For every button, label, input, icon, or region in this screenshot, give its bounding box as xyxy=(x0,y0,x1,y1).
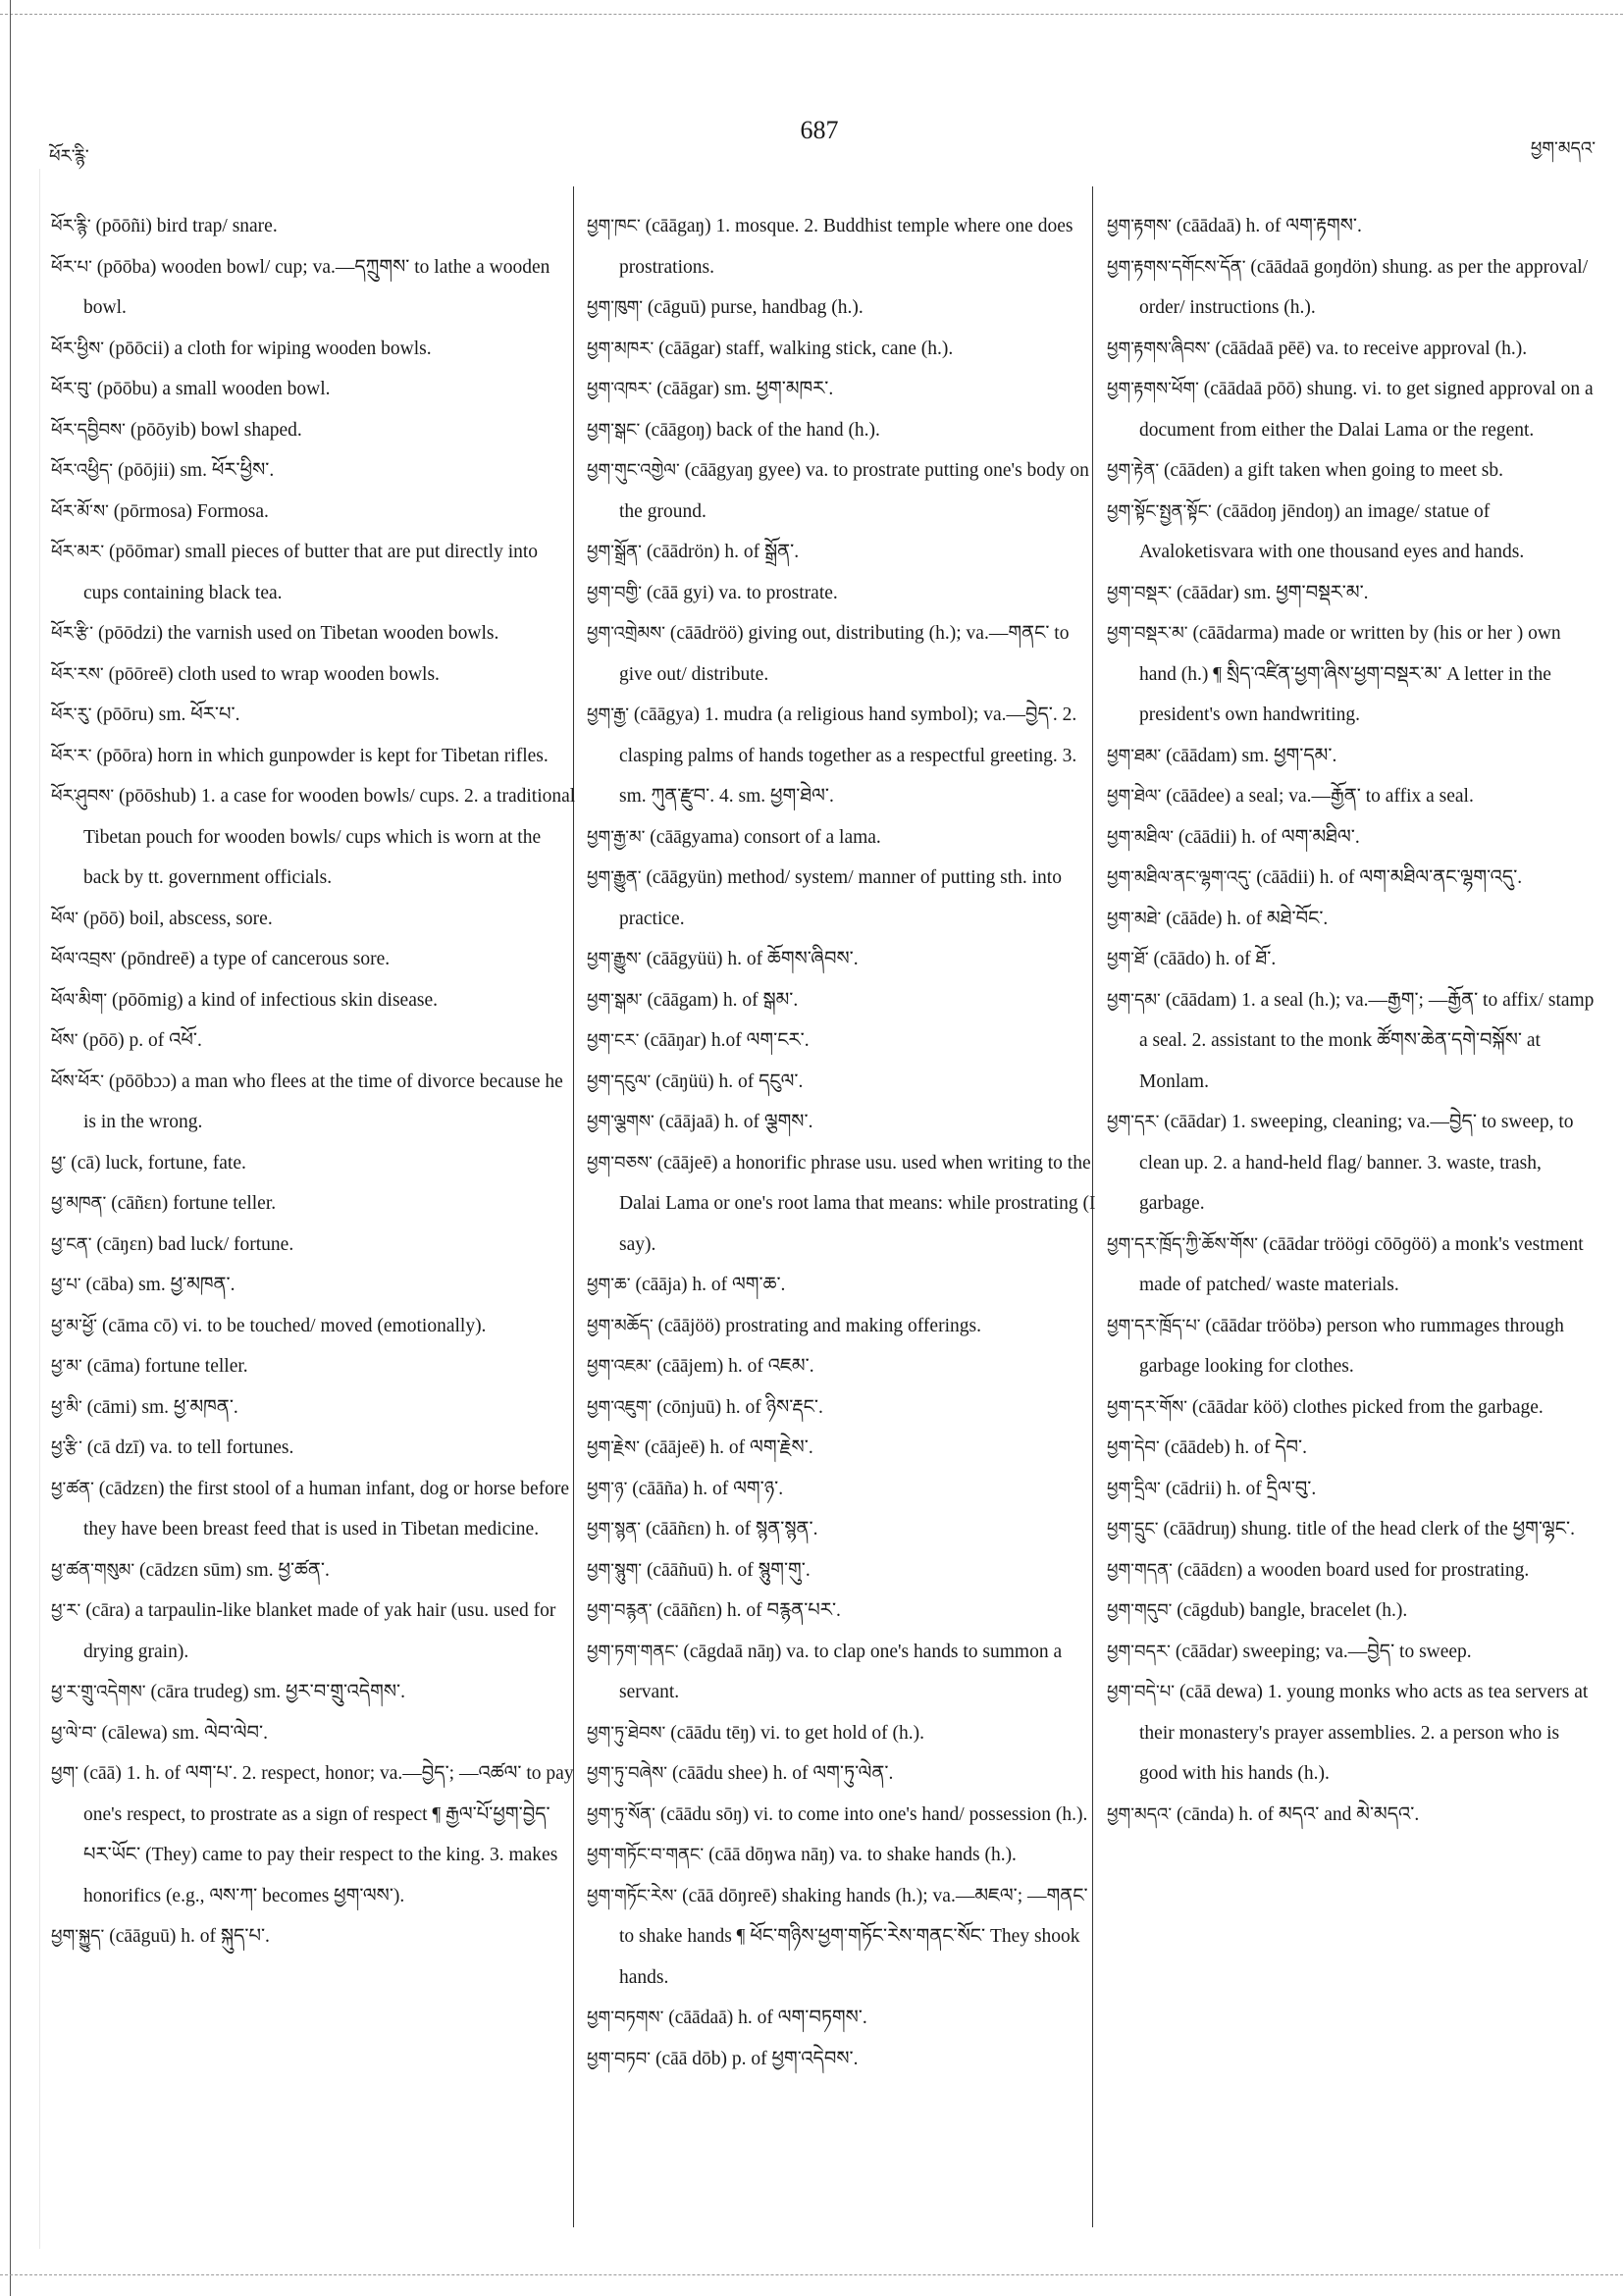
dictionary-entry xyxy=(587,613,1097,695)
entry-definition: (pōōjii) sm. ཕོར་ཕྱིས་. xyxy=(113,460,275,481)
entry-definition: (cāādu tēŋ) vi. to get hold of (h.). xyxy=(665,1722,924,1744)
entry-definition: (pōō) p. of འཕོ་. xyxy=(78,1030,202,1051)
entry-headword: ཕྱག་བཏབ་ xyxy=(587,2048,652,2069)
entry-headword: ཕོར་ཤུབས་ xyxy=(51,786,115,807)
entry-definition: (cāājem) h. of འཇམ་. xyxy=(652,1356,814,1377)
entry-headword: ཕྱག་མཐེ་ xyxy=(1107,908,1162,929)
dictionary-entry xyxy=(1107,1428,1597,1469)
entry-definition: (cāāden) a gift taken when going to meet sb. xyxy=(1159,460,1503,481)
dictionary-entry xyxy=(1107,573,1597,614)
entry-headword: ཕྱག་དྲིལ་ xyxy=(1107,1478,1161,1499)
dictionary-entry xyxy=(51,1183,576,1225)
entry-headword: ཕྱག་རྒྱ་ xyxy=(587,704,630,725)
entry-headword: ཕྱག་བདེ་པ་ xyxy=(1107,1682,1176,1702)
dictionary-entry xyxy=(587,1143,1097,1266)
dictionary-entry xyxy=(1107,1591,1597,1632)
entry-definition: (cāājaā) h. of ལྕགས་. xyxy=(654,1112,813,1132)
dictionary-entry xyxy=(51,1062,576,1143)
entry-headword: ཕྱག་ཏག་གནང་ xyxy=(587,1641,679,1662)
entry-headword: ཕྱ་མཁན་ xyxy=(51,1193,107,1214)
entry-definition: (cālewa) sm. ལེབ་ལེབ་. xyxy=(96,1722,268,1744)
entry-definition: (cāādar) sweeping; va.—བྱེད་ to sweep. xyxy=(1170,1641,1472,1662)
dictionary-entry xyxy=(51,369,576,410)
entry-headword: ཕོར་རྙི་ xyxy=(51,216,91,236)
entry-headword: ཕྱག་མཐིལ་ནང་ལྷག་འདུ་ xyxy=(1107,867,1252,888)
dictionary-entry xyxy=(1107,1102,1597,1225)
dictionary-entry xyxy=(587,2039,1097,2080)
entry-definition: (cāādii) h. of ལག་མཐིལ་ནང་ལྷག་འདུ་. xyxy=(1251,867,1523,888)
entry-definition: (cāāñuū) h. of སྙུག་གུ་. xyxy=(642,1559,811,1581)
dictionary-entry xyxy=(587,532,1097,573)
dictionary-column-1 xyxy=(51,206,576,1957)
entry-headword: ཕོལ་མིག་ xyxy=(51,989,108,1011)
dictionary-entry xyxy=(1107,206,1597,247)
dictionary-entry xyxy=(1107,858,1597,899)
dictionary-entry xyxy=(51,532,576,613)
dictionary-entry xyxy=(51,410,576,451)
entry-headword: ཕྱག་གཏོང་བ་གནང་ xyxy=(587,1845,705,1865)
dictionary-entry xyxy=(1107,1795,1597,1836)
dictionary-entry xyxy=(587,206,1097,287)
entry-headword: ཕྱག་གདུབ་ xyxy=(1107,1600,1173,1621)
entry-definition: (cāā) 1. h. of ལག་པ་. 2. respect, honor; va.—བྱེད་; —འཚལ་ to pay one's respect, to prostrate as a sign of respect ¶ རྒྱལ་པོ་ཕྱག་བྱེད་པར་ཡོང་ (They) came to pay their respect to the king. 3. makes honorifics (e.g., ལས་ཀ་ becomes ཕྱག་ལས་). xyxy=(79,1763,574,1906)
dictionary-entry xyxy=(51,1143,576,1184)
dictionary-entry xyxy=(587,980,1097,1021)
entry-definition: (cādrii) h. of དྲིལ་བུ་. xyxy=(1160,1478,1317,1499)
dictionary-entry xyxy=(1107,329,1597,370)
entry-headword: ཕྱག་ཁུག་ xyxy=(587,297,644,318)
entry-headword: ཕྱ་མ་ཕྱོ་ xyxy=(51,1315,98,1336)
entry-definition: (pōōdzi) the varnish used on Tibetan wooden bowls. xyxy=(93,623,499,644)
dictionary-entry xyxy=(587,1265,1097,1306)
entry-headword: ཕྱག་བདར་ xyxy=(1107,1641,1171,1662)
entry-headword: ཕྱག་བསྡར་མ་ xyxy=(1107,623,1188,644)
entry-headword: ཕྱག་རྗེས་ xyxy=(587,1437,640,1458)
entry-definition: (cāāgoŋ) back of the hand (h.). xyxy=(640,419,880,441)
running-head-left: ཕོར་རྙི་ xyxy=(49,146,89,167)
entry-headword: ཕོར་བུ་ xyxy=(51,379,92,399)
entry-definition: (pōōcii) a cloth for wiping wooden bowls. xyxy=(104,338,432,359)
entry-definition: (cāādar köö) clothes picked from the garbage. xyxy=(1187,1396,1544,1418)
running-head-right: ཕྱག་མདའ་ xyxy=(1530,138,1596,159)
dictionary-entry xyxy=(587,858,1097,939)
entry-definition: (cāā dewa) 1. young monks who acts as tea servers at their monastery's prayer assemblies. 2. a person who is good with his hands (h.). xyxy=(1139,1682,1589,1784)
entry-definition: (cāāñɛn) h. of བརྙན་པར་. xyxy=(652,1600,841,1621)
entry-headword: ཕོལ་འབྲས་ xyxy=(51,949,117,969)
entry-headword: ཕྱག་རྟགས་ཕོག་ xyxy=(1107,379,1199,399)
dictionary-entry xyxy=(51,736,576,777)
entry-definition: (cāādii) h. of ལག་མཐིལ་. xyxy=(1174,826,1360,848)
dictionary-entry xyxy=(587,369,1097,410)
entry-definition: (cāādam) sm. ཕྱག་དམ་. xyxy=(1161,745,1337,766)
dictionary-entry xyxy=(587,817,1097,859)
entry-definition: (cāādaā goŋdön) shung. as per the approval/ order/ instructions (h.). xyxy=(1139,256,1589,318)
dictionary-entry xyxy=(51,654,576,696)
dictionary-entry xyxy=(51,1591,576,1672)
entry-headword: ཕྱག་རྒྱུན་ xyxy=(587,867,642,888)
entry-headword: ཕྱག་རྟེན་ xyxy=(1107,460,1160,481)
entry-definition: (cāādar) sm. ཕྱག་བསྡར་མ་. xyxy=(1172,582,1369,603)
dictionary-entry xyxy=(1107,817,1597,859)
entry-definition: (cāā dōŋwa nāŋ) va. to shake hands (h.). xyxy=(704,1845,1017,1865)
entry-definition: (pōōru) sm. ཕོར་པ་. xyxy=(91,704,240,725)
entry-headword: ཕོལ་ xyxy=(51,908,79,929)
dictionary-entry xyxy=(587,1550,1097,1592)
bottom-scan-border xyxy=(0,2274,1623,2275)
entry-definition: (cāāŋar) h.of ལག་ངར་. xyxy=(639,1030,810,1051)
entry-headword: ཕྱ་པ་ xyxy=(51,1275,81,1295)
entry-definition: (cāādaā) h. of ལག་རྟགས་. xyxy=(1171,216,1362,236)
entry-headword: ཕྱག་སྙུག་ xyxy=(587,1559,643,1581)
dictionary-entry xyxy=(587,1387,1097,1429)
entry-headword: ཕྱག་རྒྱ་མ་ xyxy=(587,826,646,848)
dictionary-entry xyxy=(51,613,576,654)
entry-headword: ཕྱག་བཏགས་ xyxy=(587,2008,664,2028)
dictionary-entry xyxy=(51,1265,576,1306)
entry-definition: (cā) luck, fortune, fate. xyxy=(66,1152,246,1174)
dictionary-entry xyxy=(51,492,576,533)
dictionary-entry xyxy=(1107,450,1597,492)
entry-headword: ཕྱག་ཏུ་བཞེས་ xyxy=(587,1763,668,1784)
entry-headword: ཕྱག་གདན་ xyxy=(1107,1559,1173,1581)
entry-headword: ཕྱ་ལེ་བ་ xyxy=(51,1722,97,1744)
entry-definition: (cāādruŋ) shung. title of the head clerk of the ཕྱག་ལྷང་. xyxy=(1158,1519,1575,1539)
entry-headword: ཕོར་དབྱིབས་ xyxy=(51,419,126,441)
entry-definition: (cāma) fortune teller. xyxy=(81,1356,248,1377)
entry-definition: (cādzɛn) the first stool of a human infant, dog or horse before they have been breast feed that is used in Tibetan medicine. xyxy=(83,1478,570,1539)
entry-headword: ཕྱག་རྒྱུས་ xyxy=(587,949,642,969)
entry-headword: ཕྱག་མཁར་ xyxy=(587,338,654,359)
entry-definition: (cāmi) sm. ཕྱ་མཁན་. xyxy=(81,1396,238,1418)
entry-headword: ཕོར་ཕྱིས་ xyxy=(51,338,104,359)
entry-definition: (cāāguū) h. of སྐུད་པ་. xyxy=(104,1926,270,1947)
dictionary-entry xyxy=(51,695,576,736)
dictionary-entry xyxy=(51,247,576,329)
entry-definition: (cāājöö) prostrating and making offerings. xyxy=(653,1315,981,1336)
entry-definition: (cāādam) 1. a seal (h.); va.—རྒྱག་; —རྒྱོན་ to affix/ stamp a seal. 2. assistant to the monk ཚོགས་ཆེན་དགེ་བསྐོས་ at Monlam. xyxy=(1139,989,1595,1092)
entry-definition: (cāādɛn) a wooden board used for prostrating. xyxy=(1172,1559,1530,1581)
entry-headword: ཕྱག་བགྱི་ xyxy=(587,582,642,603)
entry-definition: (cāādaā pēē) va. to receive approval (h.). xyxy=(1210,338,1528,359)
entry-headword: ཕྱག་ཏུ་ཐེབས་ xyxy=(587,1722,666,1744)
entry-definition: (cāāgyaŋ gyee) va. to prostrate putting one's body on the ground. xyxy=(619,460,1089,522)
dictionary-entry xyxy=(1107,1387,1597,1429)
dictionary-entry xyxy=(1107,899,1597,940)
entry-definition: (cāājeē) h. of ལག་རྗེས་. xyxy=(640,1437,813,1458)
entry-headword: ཕོར་རྩི་ xyxy=(51,623,94,644)
entry-definition: (pōōba) wooden bowl/ cup; va.—དཀྲུགས་ to lathe a wooden bowl. xyxy=(83,256,550,318)
entry-definition: (cāā gyi) va. to prostrate. xyxy=(641,582,838,603)
dictionary-column-3 xyxy=(1107,206,1597,1835)
entry-headword: ཕྱག་ངར་ xyxy=(587,1030,640,1051)
entry-headword: ཕྱག་འགྲེམས་ xyxy=(587,623,666,644)
dictionary-entry xyxy=(51,776,576,899)
entry-definition: (cāba) sm. ཕྱ་མཁན་. xyxy=(80,1275,236,1295)
entry-headword: ཕྱག་དར་ཁྲོད་པ་ xyxy=(1107,1315,1201,1336)
entry-definition: (cāādar trööɡi cōōɡöö) a monk's vestment made of patched/ waste materials. xyxy=(1139,1233,1584,1295)
entry-headword: ཕྱག་ལྕགས་ xyxy=(587,1112,654,1132)
dictionary-entry xyxy=(587,573,1097,614)
entry-headword: ཕྱག་ཏུ་སོན་ xyxy=(587,1803,655,1825)
dictionary-entry xyxy=(587,410,1097,451)
entry-definition: (cāādar) 1. sweeping, cleaning; va.—བྱེད་ to sweep, to clean up. 2. a hand-held flag/ banner. 3. waste, trash, garbage. xyxy=(1139,1112,1574,1214)
dictionary-entry xyxy=(587,1062,1097,1103)
entry-headword: ཕྱག་སྒམ་ xyxy=(587,989,643,1011)
entry-definition: (cāgdaā nāŋ) va. to clap one's hands to summon a servant. xyxy=(619,1641,1063,1702)
dictionary-entry xyxy=(1107,1672,1597,1795)
dictionary-entry xyxy=(587,1753,1097,1795)
entry-definition: (cāādröö) giving out, distributing (h.); va.—གནང་ to give out/ distribute. xyxy=(619,623,1070,685)
entry-definition: (cāādu shee) h. of ལག་ཏུ་ལེན་. xyxy=(667,1763,894,1784)
dictionary-entry xyxy=(587,1835,1097,1876)
dictionary-entry xyxy=(1107,1632,1597,1673)
dictionary-entry xyxy=(1107,939,1597,980)
entry-headword: ཕྱག་མདའ་ xyxy=(1107,1803,1173,1825)
entry-definition: (cā dzī) va. to tell fortunes. xyxy=(81,1437,294,1458)
entry-definition: (pōōreē) cloth used to wrap wooden bowls. xyxy=(103,663,440,685)
entry-definition: (cāma cō) vi. to be touched/ moved (emotionally). xyxy=(97,1315,487,1336)
dictionary-entry xyxy=(51,1469,576,1550)
dictionary-entry xyxy=(1107,1509,1597,1550)
entry-headword: ཕྱག་སྒྲོན་ xyxy=(587,542,642,562)
dictionary-entry xyxy=(51,1672,576,1713)
dictionary-entry xyxy=(1107,492,1597,573)
dictionary-entry xyxy=(587,1469,1097,1510)
entry-headword: ཕྱག་ཉ་ xyxy=(587,1478,628,1499)
dictionary-entry xyxy=(1107,369,1597,450)
dictionary-entry xyxy=(587,1713,1097,1754)
entry-definition: (cāāgyün) method/ system/ manner of putting sth. into practice. xyxy=(619,867,1062,929)
dictionary-entry xyxy=(587,939,1097,980)
dictionary-entry xyxy=(1107,736,1597,777)
entry-definition: (pōrmosa) Formosa. xyxy=(108,500,269,522)
dictionary-entry xyxy=(1107,1550,1597,1592)
dictionary-entry xyxy=(51,899,576,940)
entry-definition: (cāra trudeg) sm. ཕྱར་བ་གྲུ་འདེགས་. xyxy=(145,1682,405,1702)
entry-headword: ཕྱག་བཅས་ xyxy=(587,1152,653,1174)
entry-definition: (cāgdub) bangle, bracelet (h.). xyxy=(1172,1600,1408,1621)
entry-definition: (cāāgam) h. of སྒམ་. xyxy=(642,989,799,1011)
entry-headword: ཕོས་ཕོར་ xyxy=(51,1070,104,1092)
entry-headword: ཕྱག་གུང་འགྱེལ་ xyxy=(587,460,680,481)
dictionary-entry xyxy=(587,1102,1097,1143)
entry-headword: ཕྱ་མི་ xyxy=(51,1396,82,1418)
dictionary-entry xyxy=(51,1346,576,1387)
entry-headword: ཕྱ་ཚན་གསུམ་ xyxy=(51,1559,135,1581)
entry-headword: ཕྱག་དྲུང་ xyxy=(1107,1519,1159,1539)
dictionary-entry xyxy=(587,1428,1097,1469)
dictionary-entry xyxy=(51,1387,576,1429)
dictionary-entry xyxy=(587,1346,1097,1387)
entry-headword: ཕྱག་ཁང་ xyxy=(587,216,641,236)
dictionary-entry xyxy=(1107,1469,1597,1510)
entry-definition: (cāra) a tarpaulin-like blanket made of yak hair (usu. used for drying grain). xyxy=(80,1600,556,1662)
entry-definition: (cāāgar) staff, walking stick, cane (h.). xyxy=(654,338,954,359)
dictionary-entry xyxy=(51,1916,576,1957)
dictionary-entry xyxy=(51,1225,576,1266)
entry-headword: ཕྱ་ངན་ xyxy=(51,1233,92,1255)
entry-headword: ཕྱག་གཏོང་རེས་ xyxy=(587,1885,678,1906)
entry-definition: (cāāgya) 1. mudra (a religious hand symbol); va.—བྱེད་. 2. clasping palms of hands together as a respectful greeting. 3. sm. ཀུན་རྫུབ་. 4. sm. ཕྱག་ཐེལ་. xyxy=(619,704,1077,807)
dictionary-entry xyxy=(587,1591,1097,1632)
entry-headword: ཕྱག་ཐམ་ xyxy=(1107,745,1162,766)
entry-headword: ཕྱག་ཐེལ་ xyxy=(1107,786,1162,807)
entry-definition: (cāāgaŋ) 1. mosque. 2. Buddhist temple where one does prostrations. xyxy=(619,216,1073,278)
entry-headword: ཕྱག་བརྙན་ xyxy=(587,1600,653,1621)
entry-definition: (cāādu sōŋ) vi. to come into one's hand/ possession (h.). xyxy=(654,1803,1088,1825)
dictionary-entry xyxy=(1107,980,1597,1103)
entry-definition: (pōōshub) 1. a case for wooden bowls/ cups. 2. a traditional Tibetan pouch for wooden bowls/ cups which is worn at the back by tt. government officials. xyxy=(83,786,576,888)
entry-definition: (cāājeē) a honorific phrase usu. used when writing to the Dalai Lama or one's root lama that means: while prostrating (I say). xyxy=(619,1152,1096,1255)
dictionary-entry xyxy=(587,1306,1097,1347)
entry-definition: (cāādee) a seal; va.—རྒྱོན་ to affix a seal. xyxy=(1161,786,1474,807)
entry-definition: (cāādoŋ jēndoŋ) an image/ statue of Avaloketisvara with one thousand eyes and hands. xyxy=(1139,500,1525,562)
entry-definition: (cāādo) h. of ཐོ་. xyxy=(1148,949,1277,969)
entry-headword: ཕྱག་མཆོད་ xyxy=(587,1315,654,1336)
entry-definition: (cōnjuū) h. of ཉིས་རྡང་. xyxy=(652,1396,823,1418)
dictionary-entry xyxy=(587,1509,1097,1550)
entry-headword: ཕོར་ར་ xyxy=(51,745,92,766)
entry-definition: (pōōñi) bird trap/ snare. xyxy=(90,216,278,236)
entry-headword: ཕྱ་རྩི་ xyxy=(51,1437,82,1458)
entry-definition: (cāguū) purse, handbag (h.). xyxy=(643,297,864,318)
entry-headword: ཕོར་མོ་ས་ xyxy=(51,500,109,522)
page-number: 687 xyxy=(800,116,839,144)
top-scan-border xyxy=(0,14,1623,15)
entry-definition: (pōōyib) bowl shaped. xyxy=(125,419,302,441)
entry-headword: ཕོས་ xyxy=(51,1030,79,1051)
entry-headword: ཕྱ་ xyxy=(51,1152,67,1174)
entry-definition: (cāñɛn) fortune teller. xyxy=(106,1193,277,1214)
entry-definition: (cāāja) h. of ལག་ཆ་. xyxy=(630,1275,786,1295)
dictionary-entry xyxy=(587,695,1097,817)
entry-headword: ཕོར་རུ་ xyxy=(51,704,92,725)
dictionary-column-2 xyxy=(587,206,1097,2079)
entry-definition: (pōōra) horn in which gunpowder is kept for Tibetan rifles. xyxy=(91,745,549,766)
entry-definition: (pōōbɔɔ) a man who flees at the time of divorce because he is in the wrong. xyxy=(83,1070,563,1132)
dictionary-entry xyxy=(51,1713,576,1754)
entry-headword: ཕྱག་སྐྱུད་ xyxy=(51,1926,105,1947)
entry-definition: (pōō) boil, abscess, sore. xyxy=(79,908,273,929)
entry-headword: ཕྱག་དར་ xyxy=(1107,1112,1160,1132)
entry-headword: ཕོར་འཕྱིད་ xyxy=(51,460,114,481)
entry-definition: (cāādaā pōō) shung. vi. to get signed approval on a document from either the Dalai Lama or the regent. xyxy=(1139,379,1594,441)
dictionary-entry xyxy=(1107,1306,1597,1387)
dictionary-entry xyxy=(1107,1225,1597,1306)
entry-headword: ཕྱག་དར་ཁྲོད་ཀྱི་ཆོས་གོས་ xyxy=(1107,1233,1259,1255)
dictionary-entry xyxy=(51,939,576,980)
dictionary-entry xyxy=(587,1795,1097,1836)
entry-definition: (cāāgar) sm. ཕྱག་མཁར་. xyxy=(652,379,834,399)
dictionary-entry xyxy=(587,1998,1097,2039)
entry-headword: ཕྱག་དངུལ་ xyxy=(587,1070,652,1092)
entry-definition: (cāādarma) made or written by (his or her ) own hand (h.) ¶ སྲིད་འཛིན་ཕྱག་ཞིས་ཕྱག་བསྡར་མ་ A letter in the president's own handwriting. xyxy=(1139,623,1561,725)
entry-headword: ཕྱག་དེབ་ xyxy=(1107,1437,1160,1458)
entry-headword: ཕྱག་སྙན་ xyxy=(587,1519,642,1539)
dictionary-entry xyxy=(1107,247,1597,329)
dictionary-entry xyxy=(587,1876,1097,1999)
entry-headword: ཕྱ་ར་ xyxy=(51,1600,81,1621)
entry-headword: ཕྱག་འཇམ་ xyxy=(587,1356,653,1377)
entry-definition: (pōōmig) a kind of infectious skin disease. xyxy=(107,989,438,1011)
entry-definition: (cāāgyama) consort of a lama. xyxy=(645,826,881,848)
entry-definition: (cāāgyüü) h. of ཆོགས་ཞིབས་. xyxy=(641,949,859,969)
dictionary-entry xyxy=(587,329,1097,370)
entry-headword: ཕྱག་རྟགས་དགོངས་དོན་ xyxy=(1107,256,1246,278)
entry-headword: ཕྱག་དར་གོས་ xyxy=(1107,1396,1188,1418)
entry-definition: (cāāde) h. of མཐེ་བོང་. xyxy=(1161,908,1329,929)
entry-headword: ཕྱག་འཇུག་ xyxy=(587,1396,653,1418)
dictionary-entry xyxy=(51,1020,576,1062)
entry-definition: (cāāña) h. of ལག་ཉ་. xyxy=(627,1478,784,1499)
entry-definition: (pōōmar) small pieces of butter that are put directly into cups containing black tea. xyxy=(83,542,539,603)
dictionary-entry xyxy=(51,206,576,247)
entry-definition: (pōōbu) a small wooden bowl. xyxy=(91,379,331,399)
dictionary-entry xyxy=(587,1020,1097,1062)
margin-guide xyxy=(39,169,40,2249)
entry-headword: ཕྱག་འཁར་ xyxy=(587,379,653,399)
dictionary-entry xyxy=(587,1632,1097,1713)
entry-definition: (pōndreē) a type of cancerous sore. xyxy=(116,949,391,969)
entry-definition: (cāā dōb) p. of ཕྱག་འདེབས་. xyxy=(651,2048,859,2069)
entry-definition: (cāŋɛn) bad luck/ fortune. xyxy=(91,1233,294,1255)
entry-definition: (cāā dōŋreē) shaking hands (h.); va.—མཇལ་; —གནང་ to shake hands ¶ ཕོང་གཉིས་ཕྱག་གཏོང་རེས་གནང་སོང་ They shook hands. xyxy=(619,1885,1088,1988)
dictionary-entry xyxy=(51,1550,576,1592)
entry-headword: ཕྱ་ར་གྲུ་འདེགས་ xyxy=(51,1682,146,1702)
entry-headword: ཕོར་པ་ xyxy=(51,256,92,278)
entry-definition: (cāādeb) h. of དེབ་. xyxy=(1159,1437,1307,1458)
dictionary-entry xyxy=(587,450,1097,532)
dictionary-entry xyxy=(51,1428,576,1469)
dictionary-entry xyxy=(1107,613,1597,736)
entry-headword: ཕྱག་སྒང་ xyxy=(587,419,641,441)
entry-definition: (cānda) h. of མདའ་ and མེ་མདའ་. xyxy=(1172,1803,1420,1825)
entry-headword: ཕྱག་ཆ་ xyxy=(587,1275,631,1295)
entry-definition: (cāādar trööbə) person who rummages through garbage looking for clothes. xyxy=(1139,1315,1564,1377)
entry-definition: (cāādaā) h. of ལག་བཏགས་. xyxy=(663,2008,867,2028)
entry-headword: ཕྱ་མ་ xyxy=(51,1356,82,1377)
entry-headword: ཕྱག་རྟགས་ xyxy=(1107,216,1172,236)
dictionary-entry xyxy=(587,287,1097,329)
entry-headword: ཕྱག་མཐིལ་ xyxy=(1107,826,1174,848)
left-page-edge xyxy=(10,0,11,2296)
entry-headword: ཕྱག་རྟགས་ཞིབས་ xyxy=(1107,338,1211,359)
entry-definition: (cādzɛn sūm) sm. ཕྱ་ཚན་. xyxy=(134,1559,330,1581)
entry-headword: ཕྱག་དམ་ xyxy=(1107,989,1161,1011)
entry-headword: ཕྱག་ xyxy=(51,1763,79,1784)
entry-headword: ཕྱ་ཚན་ xyxy=(51,1478,94,1499)
entry-definition: (cāŋüü) h. of དངུལ་. xyxy=(651,1070,804,1092)
entry-headword: ཕོར་མར་ xyxy=(51,542,105,562)
entry-definition: (cāāñɛn) h. of སྙན་སྙན་. xyxy=(641,1519,818,1539)
entry-headword: ཕྱག་བསྡར་ xyxy=(1107,582,1173,603)
entry-definition: (cāādrön) h. of སྒྲོན་. xyxy=(641,542,800,562)
dictionary-entry xyxy=(51,450,576,492)
entry-headword: ཕྱག་སྟོང་སྤྱན་སྟོང་ xyxy=(1107,500,1212,522)
entry-headword: ཕོར་རས་ xyxy=(51,663,104,685)
dictionary-entry xyxy=(51,980,576,1021)
dictionary-entry xyxy=(51,1753,576,1916)
entry-headword: ཕྱག་ཐོ་ xyxy=(1107,949,1149,969)
dictionary-entry xyxy=(51,1306,576,1347)
dictionary-entry xyxy=(51,329,576,370)
dictionary-entry xyxy=(1107,776,1597,817)
